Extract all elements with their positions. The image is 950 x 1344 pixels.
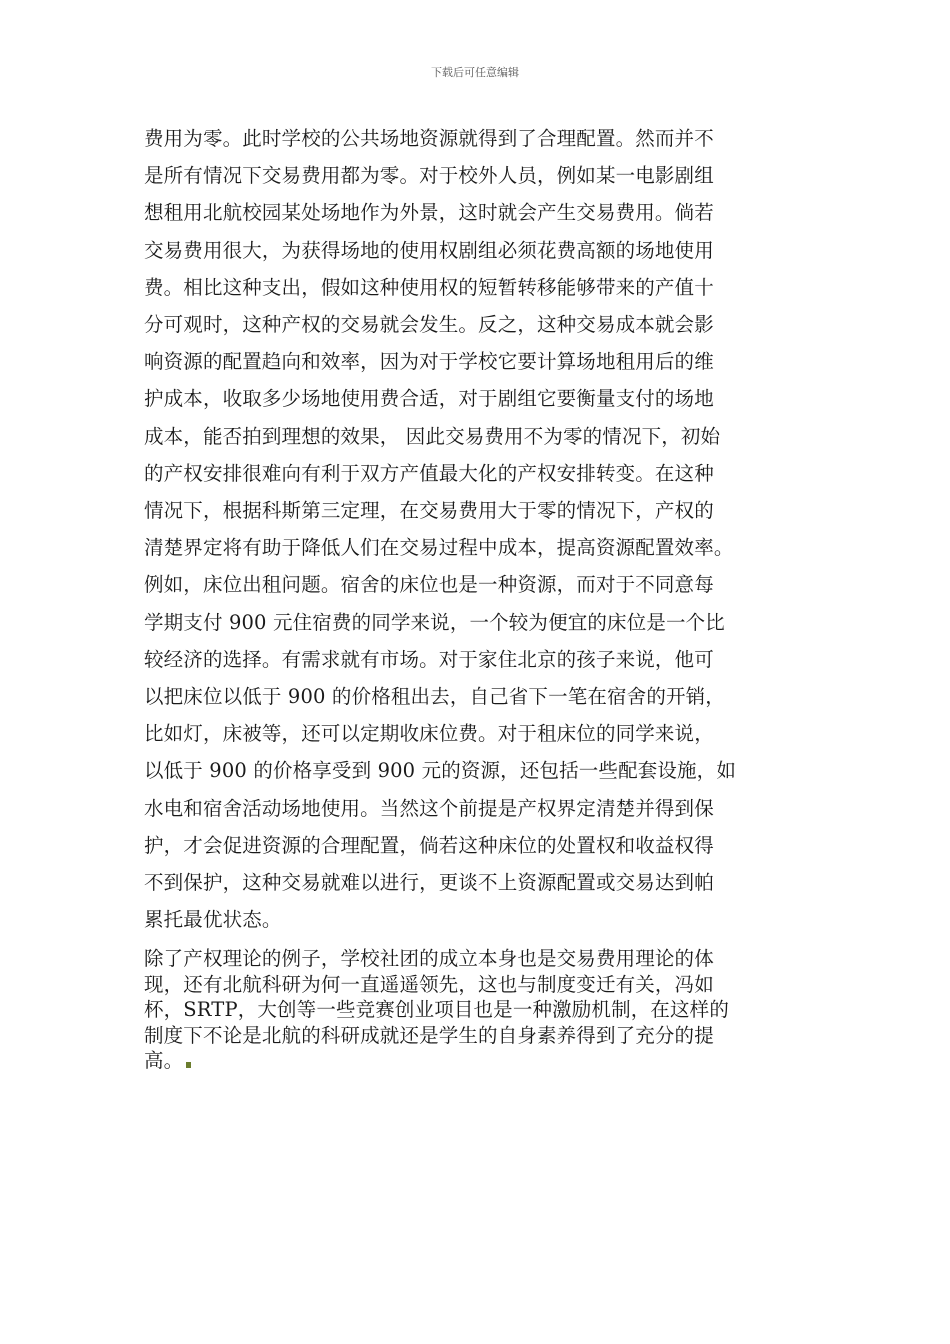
- text-line: 的产权安排很难向有利于双方产值最大化的产权安排转变。在这种: [144, 461, 714, 485]
- paragraph-1: [144, 120, 824, 938]
- document-body: [144, 120, 824, 1074]
- text-line: 以低于 900 的价格享受到 900 元的资源，还包括一些配套设施，如: [144, 759, 736, 783]
- text-line: 杯，SRTP，大创等一些竞赛创业项目也是一种激励机制，在这样的: [144, 998, 729, 1022]
- text-line: 费用为零。此时学校的公共场地资源就得到了合理配置。然而并不: [144, 127, 714, 150]
- text-line: 比如灯，床被等，还可以定期收床位费。对于租床位的同学来说，: [144, 722, 714, 746]
- text-line: 清楚界定将有助于降低人们在交易过程中成本，提高资源配置效率。: [144, 536, 734, 560]
- text-line: 响资源的配置趋向和效率，因为对于学校它要计算场地租用后的维: [144, 350, 714, 374]
- text-line: 水电和宿舍活动场地使用。当然这个前提是产权界定清楚并得到保: [144, 796, 714, 820]
- text-line: 以把床位以低于 900 的价格租出去，自己省下一笔在宿舍的开销，: [144, 685, 725, 709]
- text-line: 护成本，收取多少场地使用费合适，对于剧组它要衡量支付的场地: [144, 387, 714, 411]
- text-line-last: [144, 1048, 824, 1074]
- text-line: 费。相比这种支出，假如这种使用权的短暂转移能够带来的产值十: [144, 275, 714, 299]
- text-line-content: 高。: [144, 1049, 184, 1073]
- page-header: 下载后可任意编辑: [431, 66, 519, 79]
- text-line: 较经济的选择。有需求就有市场。对于家住北京的孩子来说，他可: [144, 647, 714, 671]
- paragraph-2: [144, 946, 824, 1074]
- text-line: 学期支付 900 元住宿费的同学来说，一个较为便宜的床位是一个比: [144, 610, 725, 634]
- text-line: 想租用北航校园某处场地作为外景，这时就会产生交易费用。倘若: [144, 201, 714, 225]
- text-line: 制度下不论是北航的科研成就还是学生的自身素养得到了充分的提: [144, 1023, 714, 1047]
- paragraph-end-marker: [186, 1062, 191, 1068]
- text-line: 是所有情况下交易费用都为零。对于校外人员，例如某一电影剧组: [144, 164, 714, 188]
- text-line: 分可观时，这种产权的交易就会发生。反之，这种交易成本就会影: [144, 313, 714, 337]
- text-line: 交易费用很大，为获得场地的使用权剧组必须花费高额的场地使用: [144, 238, 714, 262]
- text-line: 除了产权理论的例子，学校社团的成立本身也是交易费用理论的体: [144, 947, 714, 971]
- text-line: 不到保护，这种交易就难以进行，更谈不上资源配置或交易达到帕: [144, 871, 714, 895]
- text-line: 现，还有北航科研为何一直遥遥领先，这也与制度变迁有关，冯如: [144, 972, 714, 996]
- text-line: 成本，能否拍到理想的效果， 因此交易费用不为零的情况下，初始: [144, 424, 721, 448]
- text-line: 例如，床位出租问题。宿舍的床位也是一种资源，而对于不同意每: [144, 573, 714, 597]
- text-line: 累托最优状态。: [144, 908, 282, 932]
- text-line: 情况下，根据科斯第三定理，在交易费用大于零的情况下，产权的: [144, 499, 714, 523]
- text-line: 护，才会促进资源的合理配置，倘若这种床位的处置权和收益权得: [144, 833, 714, 857]
